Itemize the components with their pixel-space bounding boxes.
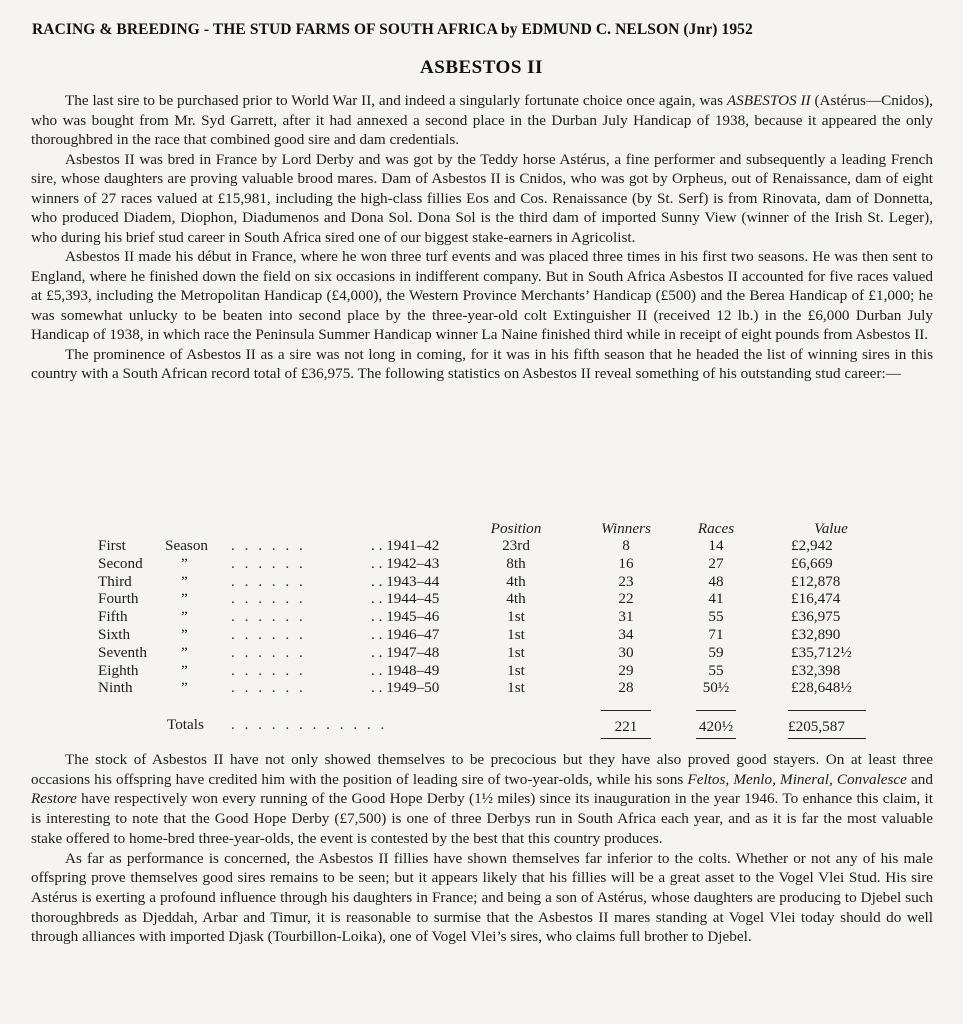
- header-races: Races: [697, 520, 735, 537]
- races-cell: 55: [708, 608, 724, 626]
- paragraph-3: Asbestos II made his début in France, where he won three turf events and was placed three times in his first two seasons. He was then sent to England, where he finished down the field on six occasions in indifferent company. But in South Africa Asbestos II accounted for five races valued at £5,393, including the Metropolitan Handicap (£4,000), the Western Province Merchants’ Handicap (£500) and the Berea Handicap of £1,000; he was somewhat unlucky to be beaten into second place by the three-year-old colt Extinguisher II (received 12 lb.) in the £6,000 Durban July Handicap of 1938, in which race the Peninsula Summer Handicap winner La Naine finished third while in receipt of eight pounds from Asbestos II.: [31, 248, 933, 343]
- races-total-rule: [696, 710, 736, 711]
- leader-dots-cell: . . . . . .: [231, 679, 306, 697]
- totals-label: Totals: [167, 716, 204, 733]
- value-bottom-rule: [788, 738, 866, 739]
- ditto-mark-cell: ”: [181, 643, 188, 661]
- winners-bottom-rule: [601, 738, 651, 739]
- position-cell: 1st: [507, 679, 525, 697]
- value-cell: £35,712½: [791, 643, 852, 661]
- season-year-cell: . . 1948–49: [371, 661, 440, 679]
- season-year-cell: . . 1946–47: [371, 626, 440, 643]
- ordinal-cell: Seventh: [98, 643, 147, 661]
- season-label-cell: Season: [165, 537, 209, 554]
- body-text-bottom: [31, 750, 933, 947]
- table-row: [31, 537, 933, 555]
- ditto-mark-cell: ”: [181, 572, 188, 590]
- season-year-cell: . . 1941–42: [371, 537, 440, 554]
- paragraph-6: As far as performance is concerned, the Asbestos II fillies have shown themselves far inferior to the colts. Whether or not any of his male offspring prove themselves good sires remains to be seen; but it appears likely that his fillies will be a great asset to the Vogel Vlei Stud. His sire Astérus is exerting a profound influence through his daughters in France; and being a son of Astérus, whose daughters are producing to Djebel such thoroughbreds as Djeddah, Arbar and Timur, it is reasonable to surmise that the Asbestos II mares standing at Vogel Vlei today should do well through alliances with imported Djask (Tourbillon-Loika), one of Vogel Vlei’s sires, who claims full brother to Djebel.: [31, 849, 933, 946]
- season-year-cell: . . 1947–48: [371, 643, 440, 661]
- table-row: [31, 626, 933, 644]
- table-row: [31, 662, 933, 680]
- winners-cell: 29: [618, 661, 634, 679]
- horse-name-italic: ASBESTOS II: [726, 92, 811, 109]
- page-title: ASBESTOS II: [420, 57, 543, 78]
- paragraph-5-rest: have respectively won every running of the Good Hope Derby (1½ miles) since its inauguration in the year 1946. To enhance this claim, it is interesting to note that the Good Hope Derby (£7,500) is one of three Derbys run in South Africa each year, and as it is far the most valuable stake offered to home-bred three-year-olds, the event is contested by the best that this country produces.: [31, 790, 933, 847]
- position-cell: 1st: [507, 661, 525, 679]
- value-cell: £32,890: [791, 626, 841, 643]
- season-year-cell: . . 1949–50: [371, 679, 440, 697]
- header-value: Value: [814, 520, 848, 537]
- leader-dots-cell: . . . . . .: [231, 572, 306, 590]
- ditto-mark-cell: ”: [181, 626, 188, 643]
- winners-total-rule: [601, 710, 651, 711]
- season-year-cell: . . 1943–44: [371, 572, 440, 590]
- position-cell: 8th: [506, 554, 526, 572]
- ordinal-cell: Second: [98, 554, 143, 572]
- ordinal-cell: Fourth: [98, 590, 139, 608]
- value-total-rule: [788, 710, 866, 711]
- season-year-cell: . . 1942–43: [371, 554, 440, 572]
- totals-leader-dots: . . . . . . . . . . . .: [231, 716, 388, 733]
- season-year-cell: . . 1945–46: [371, 608, 440, 626]
- totals-value: £205,587: [788, 718, 845, 735]
- table-row: [31, 679, 933, 697]
- paragraph-2: Asbestos II was bred in France by Lord Derby and was got by the Teddy horse Astérus, a fine performer and subsequently a leading French sire, whose daughters are proving valuable brood mares. Dam of Asbestos II is Cnidos, who was got by Orpheus, out of Renaissance, dam of eight winners of 27 races valued at £15,981, including the high-class fillies Eos and Cos. Renaissance (by St. Serf) is from Rinovata, dam of Donnetta, who produced Diadem, Diophon, Diadumenos and Dona Sol. Dona Sol is the third dam of imported Sunny View (winner of the Irish St. Leger), who during his brief stud career in South Africa sired one of our biggest stake-earners in Agricolist.: [31, 150, 933, 246]
- ordinal-cell: Third: [98, 572, 132, 590]
- winners-cell: 28: [618, 679, 634, 697]
- ordinal-cell: Eighth: [98, 661, 139, 679]
- value-cell: £28,648½: [791, 679, 852, 697]
- position-cell: 4th: [506, 590, 526, 608]
- winners-cell: 30: [618, 643, 634, 661]
- table-row: [31, 644, 933, 662]
- races-cell: 55: [708, 661, 724, 679]
- ditto-mark-cell: ”: [181, 661, 188, 679]
- season-year-cell: . . 1944–45: [371, 590, 440, 608]
- races-bottom-rule: [696, 738, 736, 739]
- races-cell: 71: [708, 626, 724, 643]
- leader-dots-cell: . . . . . .: [231, 608, 306, 626]
- paragraph-5: [31, 750, 933, 849]
- ordinal-cell: Fifth: [98, 608, 128, 626]
- ordinal-cell: Sixth: [98, 626, 131, 643]
- leader-dots-cell: . . . . . .: [231, 590, 306, 608]
- winners-cell: 31: [618, 608, 634, 626]
- ditto-mark-cell: ”: [181, 554, 188, 572]
- body-text-top: [31, 91, 933, 384]
- totals-row: [31, 712, 933, 735]
- paragraph-5-lead: The stock of Asbestos II have not only showed themselves to be precocious but they have also proved good stayers. On at least three occasions his offspring have credited him with the position of leading sire of two-year-olds, while his sons: [31, 751, 933, 788]
- running-header: RACING & BREEDING - THE STUD FARMS OF SOUTH AFRICA by EDMUND C. NELSON (Jnr) 1952: [32, 21, 753, 38]
- position-cell: 1st: [507, 608, 525, 626]
- header-winners: Winners: [601, 520, 651, 537]
- table-row: [31, 573, 933, 591]
- paragraph-5-and: and: [906, 770, 933, 788]
- position-cell: 1st: [507, 643, 525, 661]
- paragraph-4: The prominence of Asbestos II as a sire was not long in coming, for it was in his fifth season that he headed the list of winning sires in this country with a South African record total of £36,975. The following statistics on Asbestos II reveal something of his outstanding stud career:—: [31, 345, 933, 382]
- races-cell: 41: [708, 590, 724, 608]
- winners-cell: 22: [618, 590, 634, 608]
- position-cell: 23rd: [502, 537, 530, 554]
- leader-dots-cell: . . . . . .: [231, 537, 306, 554]
- ditto-mark-cell: ”: [181, 679, 188, 697]
- leader-dots-cell: . . . . . .: [231, 554, 306, 572]
- paragraph-1: [31, 91, 933, 150]
- stud-career-table: [31, 520, 933, 750]
- leader-dots-cell: . . . . . .: [231, 643, 306, 661]
- winners-cell: 34: [618, 626, 634, 643]
- value-cell: £36,975: [791, 608, 841, 626]
- paragraph-1-rest: (Astérus—Cnidos), who was bought from Mr. Syd Garrett, after it had annexed a second place in the Durban July Handicap of 1938, because it appeared the only thoroughbred in the race that combined good sire and dam credentials.: [31, 92, 933, 148]
- winners-cell: 23: [618, 572, 634, 590]
- value-cell: £16,474: [791, 590, 841, 608]
- winners-cell: 8: [622, 537, 630, 554]
- winners-cell: 16: [618, 554, 634, 572]
- races-cell: 48: [708, 572, 724, 590]
- ordinal-cell: Ninth: [98, 679, 133, 697]
- leader-dots-cell: . . . . . .: [231, 626, 306, 643]
- value-cell: £32,398: [791, 661, 841, 679]
- ordinal-cell: First: [98, 537, 126, 554]
- table-row: [31, 608, 933, 626]
- value-cell: £6,669: [791, 554, 833, 572]
- value-cell: £2,942: [791, 537, 833, 554]
- table-row: [31, 590, 933, 608]
- ditto-mark-cell: ”: [181, 608, 188, 626]
- totals-winners: 221: [614, 718, 638, 735]
- restore-name-italic: Restore: [31, 790, 77, 808]
- races-cell: 59: [708, 643, 724, 661]
- races-cell: 27: [708, 554, 724, 572]
- races-cell: 50½: [702, 679, 730, 697]
- totals-races: 420½: [698, 718, 734, 735]
- ditto-mark-cell: ”: [181, 590, 188, 608]
- sons-names-italic: Feltos, Menlo, Mineral, Convalesce: [687, 770, 907, 788]
- paragraph-1-lead: The last sire to be purchased prior to World War II, and indeed a singularly fortunate choice once again, was: [65, 92, 727, 109]
- races-cell: 14: [708, 537, 724, 554]
- leader-dots-cell: . . . . . .: [231, 661, 306, 679]
- value-cell: £12,878: [791, 572, 841, 590]
- position-cell: 4th: [506, 572, 526, 590]
- header-position: Position: [490, 520, 542, 537]
- position-cell: 1st: [507, 626, 525, 643]
- table-row: [31, 555, 933, 573]
